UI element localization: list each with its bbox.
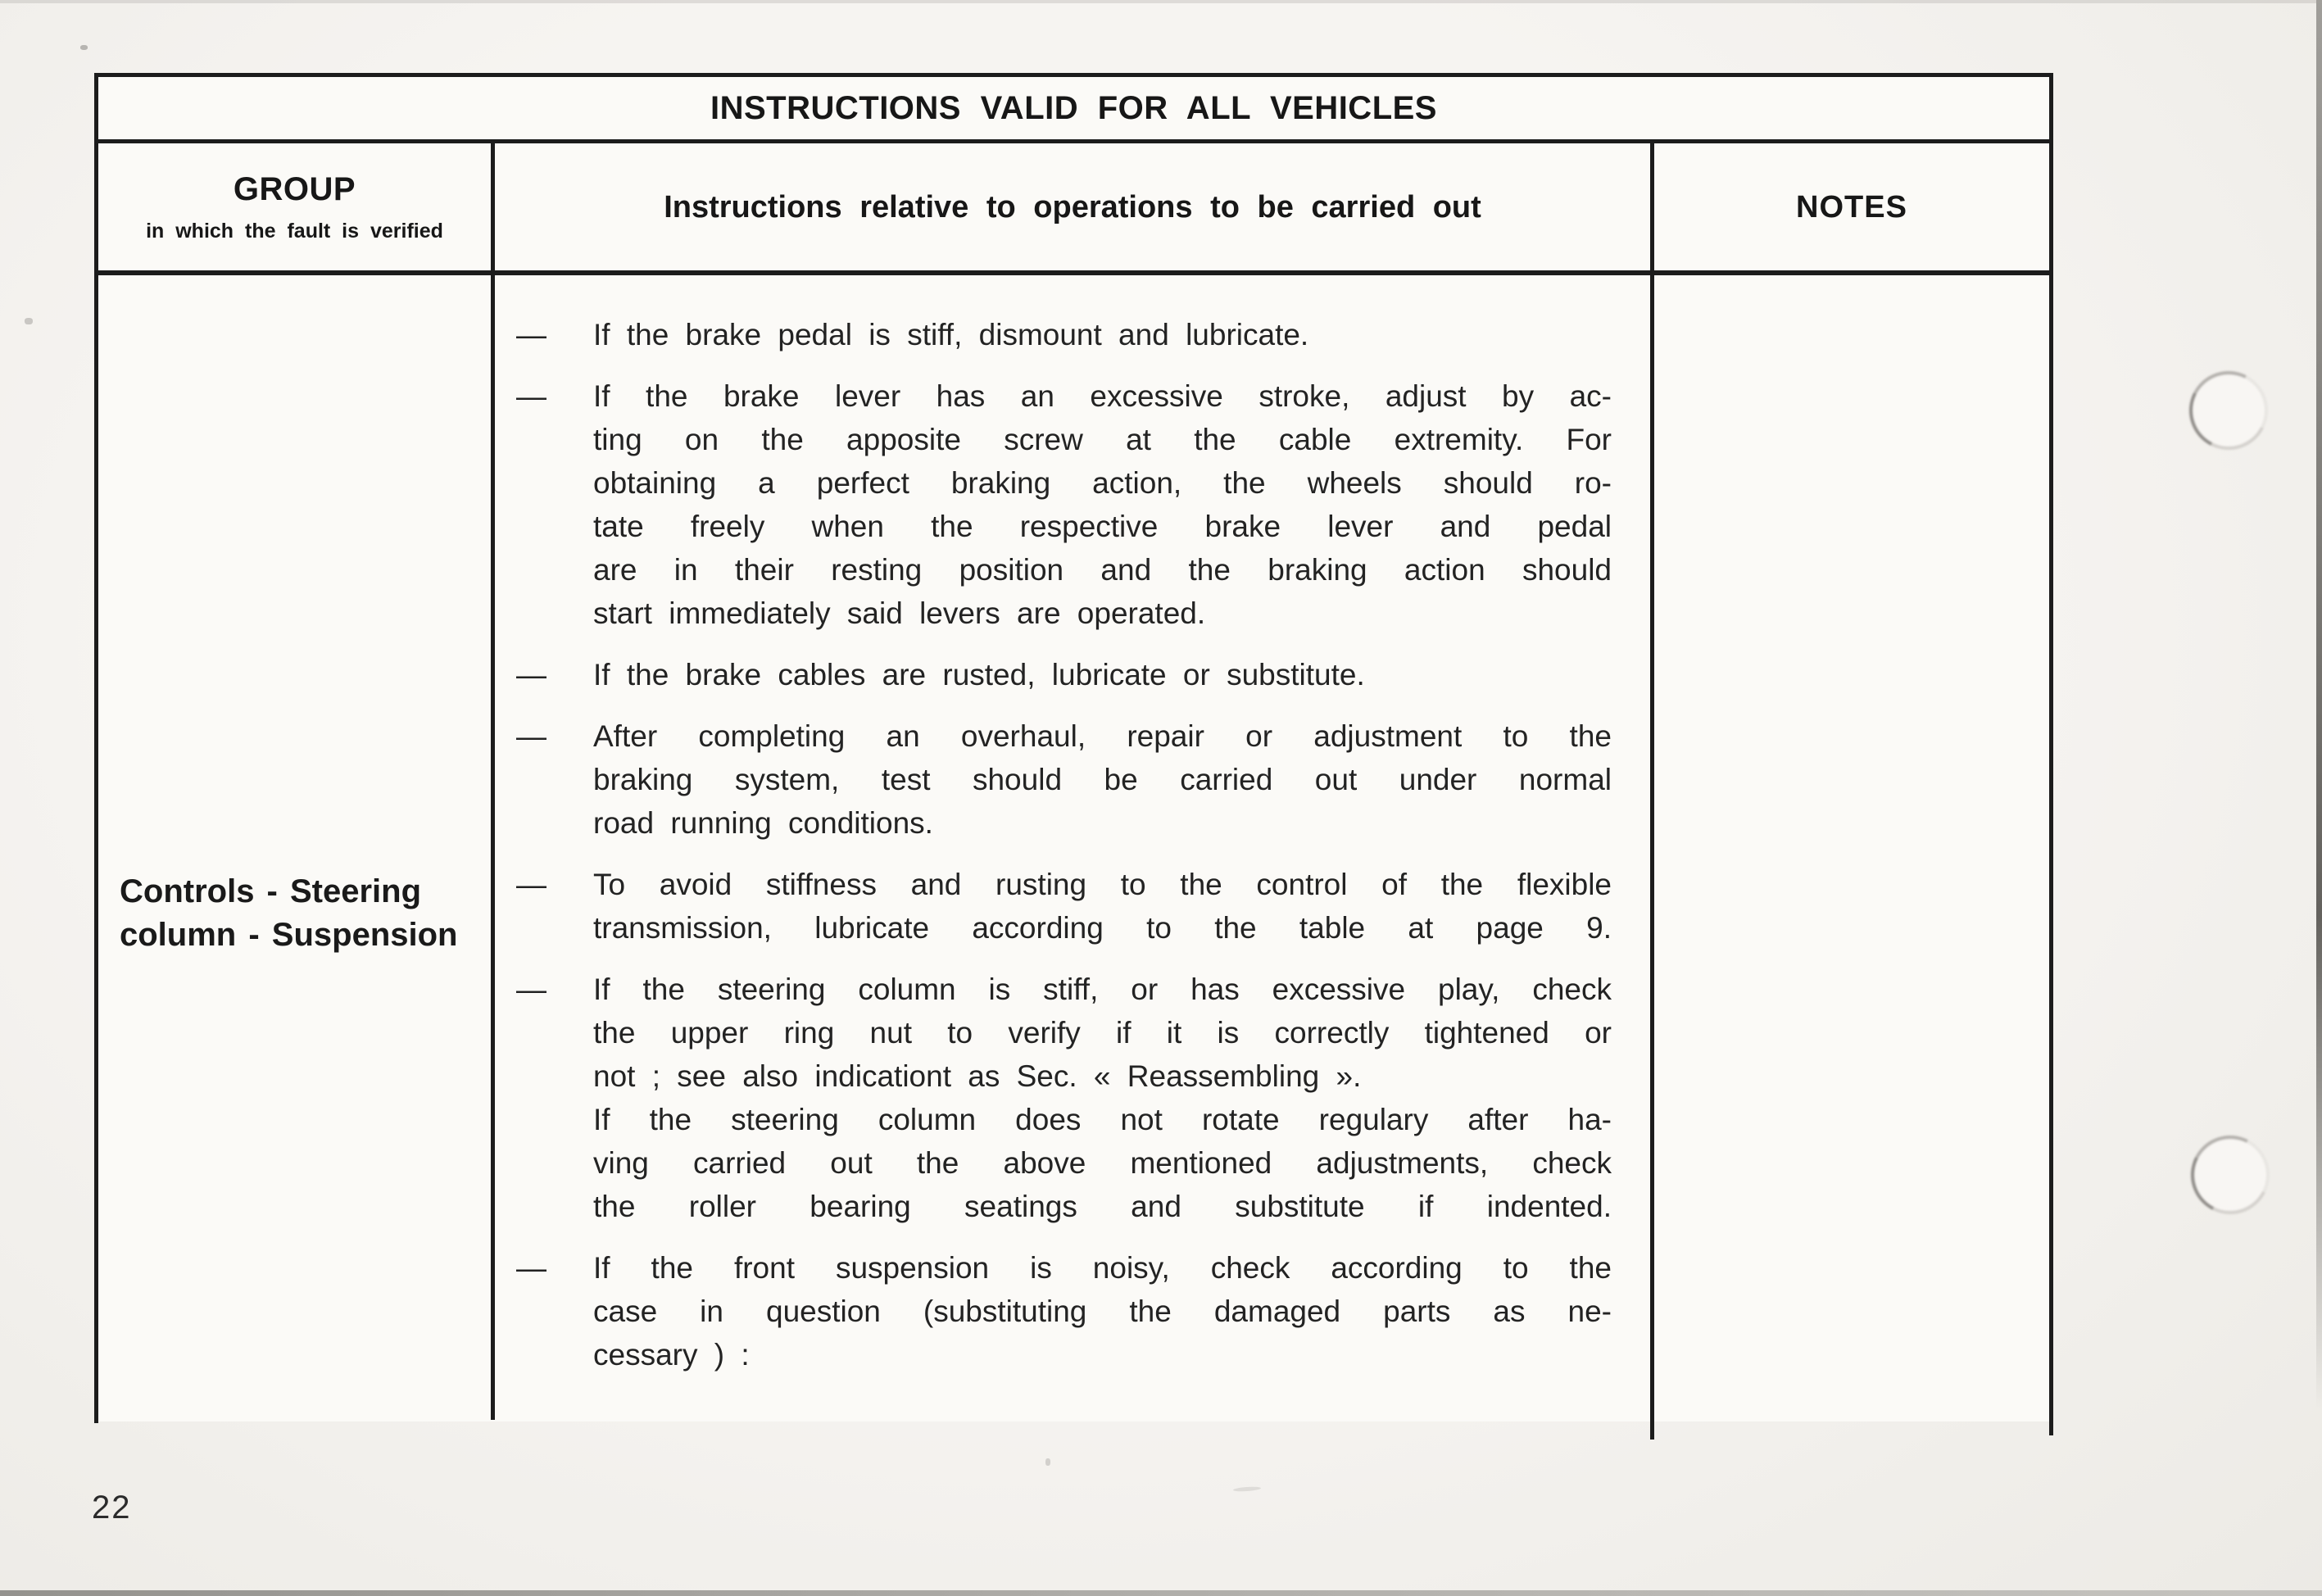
text-line: If the steering column is stiff, or has excessive play, check	[593, 973, 1612, 1006]
text-line: If the brake pedal is stiff, dismount and lubricate.	[593, 318, 1309, 351]
dash-bullet-icon: —	[516, 379, 546, 413]
instruction-text	[593, 313, 1612, 356]
instruction-item	[516, 714, 1622, 845]
dash-bullet-icon: —	[516, 658, 546, 691]
text-line: start immediately said levers are operated.	[593, 596, 1206, 630]
text-line: If the brake cables are rusted, lubricate or substitute.	[593, 658, 1365, 691]
group-label-line-1: Controls - Steering	[120, 873, 422, 909]
dash-bullet-icon: —	[516, 868, 546, 901]
instruction-text	[593, 863, 1612, 950]
text-line: cessary ) :	[593, 1338, 750, 1372]
column-header-group	[98, 144, 491, 270]
table-title: INSTRUCTIONS VALID FOR ALL VEHICLES	[710, 89, 1437, 126]
text-line: the upper ring nut to verify if it is correctly tightened or	[593, 1016, 1612, 1050]
text-line: case in question (substituting the damaged parts as ne-	[593, 1294, 1612, 1328]
page-number: 22	[92, 1489, 132, 1526]
text-line: are in their resting position and the braking action should	[593, 553, 1612, 587]
text-line: tate freely when the respective brake lever and pedal	[593, 510, 1612, 543]
text-line: transmission, lubricate according to the table at page 9.	[593, 911, 1612, 945]
hole-punch-mark-bottom	[2181, 1126, 2280, 1225]
text-line: braking system, test should be carried out under normal	[593, 763, 1612, 796]
dash-bullet-icon: —	[516, 318, 546, 351]
instruction-text	[593, 714, 1612, 845]
paper-speck	[80, 45, 88, 50]
dash-bullet-icon: —	[516, 973, 546, 1006]
text-line: If the steering column does not rotate regulary after ha-	[593, 1103, 1612, 1136]
text-line: road running conditions.	[593, 806, 933, 840]
instruction-item	[516, 968, 1622, 1228]
text-line: not ; see also indicationt as Sec. « Reassembling ».	[593, 1059, 1362, 1093]
group-label-line-2: column - Suspension	[120, 917, 458, 953]
table-border-right	[2049, 73, 2053, 1435]
text-line: After completing an overhaul, repair or adjustment to the	[593, 719, 1612, 753]
instruction-item	[516, 863, 1622, 950]
column-header-instructions: Instructions relative to operations to be carried out	[664, 189, 1481, 224]
instruction-item	[516, 313, 1622, 356]
instructions-list	[516, 313, 1622, 1394]
column-divider-group-instructions	[491, 143, 495, 1420]
instruction-item	[516, 374, 1622, 635]
text-line: obtaining a perfect braking action, the wheels should ro-	[593, 466, 1612, 500]
group-header-title: GROUP	[233, 171, 356, 207]
column-divider-instructions-notes	[1650, 143, 1654, 1440]
column-header-notes: NOTES	[1796, 189, 1907, 224]
text-line: ving carried out the above mentioned adjustments, check	[593, 1146, 1612, 1180]
instruction-item	[516, 1246, 1622, 1376]
paper-speck	[1233, 1486, 1261, 1492]
instruction-text	[593, 653, 1612, 696]
text-line: If the front suspension is noisy, check according to the	[593, 1251, 1612, 1285]
instruction-text	[593, 968, 1612, 1228]
dash-bullet-icon: —	[516, 1251, 546, 1285]
instruction-text	[593, 374, 1612, 635]
table-border-left	[94, 73, 98, 1423]
instruction-item	[516, 653, 1622, 696]
text-line: To avoid stiffness and rusting to the control of the flexible	[593, 868, 1612, 901]
instruction-text	[593, 1246, 1612, 1376]
text-line: If the brake lever has an excessive stroke, adjust by ac-	[593, 379, 1612, 413]
header-row-divider	[94, 270, 2053, 275]
scan-edge-shadow-top	[0, 0, 2322, 3]
group-cell-label	[120, 870, 488, 957]
scan-edge-shadow-bottom	[0, 1590, 2322, 1596]
paper-speck	[1045, 1458, 1050, 1466]
title-row-divider	[94, 139, 2053, 143]
group-header-subtitle: in which the fault is verified	[146, 220, 443, 243]
hole-punch-mark-top	[2179, 361, 2279, 460]
paper-speck	[25, 318, 33, 324]
text-line: the roller bearing seatings and substitute if indented.	[593, 1190, 1612, 1223]
scan-edge-shadow-right	[2316, 0, 2322, 1409]
dash-bullet-icon: —	[516, 719, 546, 753]
text-line: ting on the apposite screw at the cable extremity. For	[593, 423, 1612, 456]
